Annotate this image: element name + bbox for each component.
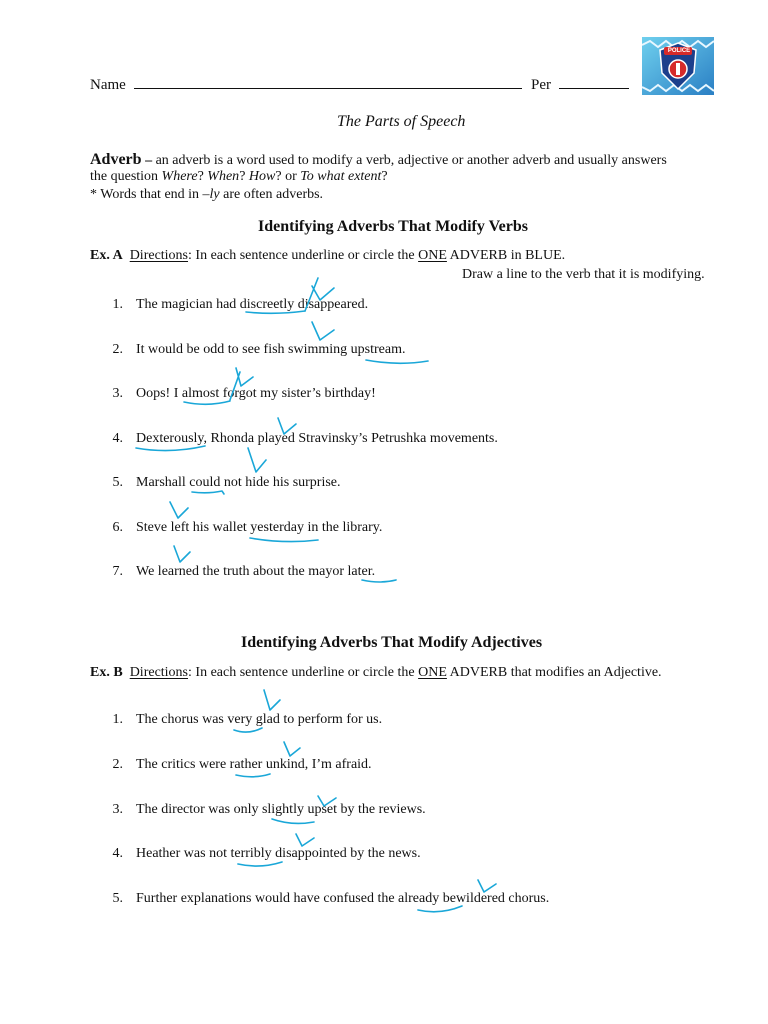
directions-one: ONE [418,665,447,680]
question-end: ? [381,169,388,184]
per-label-row [531,77,629,94]
directions-text: : In each sentence underline or circle the [188,665,419,680]
ink-arrow [312,322,334,340]
directions-text: : In each sentence underline or circle the [188,248,419,263]
ink-arrow [174,546,190,562]
sentence-a4: Dexterously, Rhonda played Stravinsky’s Petrushka movements. [136,431,498,446]
ink-arrow [170,502,188,518]
ink-arrow [264,690,280,710]
directions-text-end: ADVERB in BLUE. [446,248,566,263]
sentence-a5: Marshall could not hide his surprise. [136,475,341,490]
name-blank[interactable] [134,88,522,89]
ink-underline [366,360,428,363]
question-when: When [207,169,240,184]
definition-dash: – [141,153,156,168]
sentence-b1: The chorus was very glad to perform for us. [136,712,383,727]
definition-text: an adverb is a word used to modify a verb, adjective or another adverb and usually answers [155,153,667,168]
sentence-a2: It would be odd to see fish swimming upstream. [136,342,406,357]
ink-underline [250,538,318,542]
sentence-b2: The critics were rather unkind, I’m afraid. [136,757,372,772]
ink-underline [234,728,262,732]
definition-term: Adverb [90,151,142,168]
name-label-row [90,77,522,94]
question-how: How [248,169,276,184]
item-number: 7. [112,564,123,579]
definition-question-prefix: the question [90,169,162,184]
ink-underline [236,774,270,777]
item-number: 3. [112,802,123,817]
item-number: 2. [112,342,123,357]
item-number: 3. [112,386,123,401]
note-suffix: are often adverbs. [219,187,324,202]
item-number: 4. [112,846,123,861]
ink-arrow [248,448,266,472]
directions-label: Directions [129,665,189,680]
sentence-a7: We learned the truth about the mayor later. [136,564,376,579]
sentence-b3: The director was only slightly upset by the reviews. [136,802,426,817]
item-number: 5. [112,475,123,490]
logo-text: POLICE [667,48,691,54]
question-extent: To what extent [300,169,382,184]
definition-line-2 [90,169,388,185]
question-sep: ? [239,169,249,184]
section-a-heading: Identifying Adverbs That Modify Verbs [258,218,528,235]
ink-arrow [296,834,314,846]
directions-one: ONE [418,248,447,263]
sentence-a3: Oops! I almost forgot my sister’s birthday! [136,386,376,401]
definition-line-1 [90,151,667,169]
name-label: Name [90,77,126,93]
definition-note [90,187,323,203]
note-prefix: * Words that end in [90,187,203,202]
question-sep: ? [197,169,208,184]
item-number: 4. [112,431,123,446]
ink-underline [362,580,396,582]
item-number: 1. [112,297,123,312]
per-blank[interactable] [559,88,629,89]
sentence-b4: Heather was not terribly disappointed by the news. [136,846,421,861]
question-where: Where [161,169,198,184]
ink-underline [192,491,224,494]
item-number: 2. [112,757,123,772]
section-a-directions-line-2: Draw a line to the verb that it is modifying. [462,267,705,282]
section-b-directions [90,665,662,681]
section-a-directions [90,248,565,264]
ink-underline [272,819,314,823]
sentence-a1: The magician had discreetly disappeared. [136,297,369,312]
item-number: 5. [112,891,123,906]
ex-b-label: Ex. B [90,665,123,680]
sentence-a6: Steve left his wallet yesterday in the library. [136,520,383,535]
page-title: The Parts of Speech [337,113,466,130]
ink-underline [238,862,282,866]
question-sep: ? or [275,169,301,184]
note-ly: –ly [202,187,220,202]
sentence-b5: Further explanations would have confused the already bewildered chorus. [136,891,550,906]
per-label: Per [531,77,551,93]
directions-text-end: ADVERB that modifies an Adjective. [446,665,662,680]
police-badge-logo [642,37,714,95]
directions-label: Directions [129,248,189,263]
ex-a-label: Ex. A [90,248,123,263]
item-number: 6. [112,520,123,535]
ink-arrow [284,742,300,756]
section-b-heading: Identifying Adverbs That Modify Adjectives [241,634,543,651]
item-number: 1. [112,712,123,727]
